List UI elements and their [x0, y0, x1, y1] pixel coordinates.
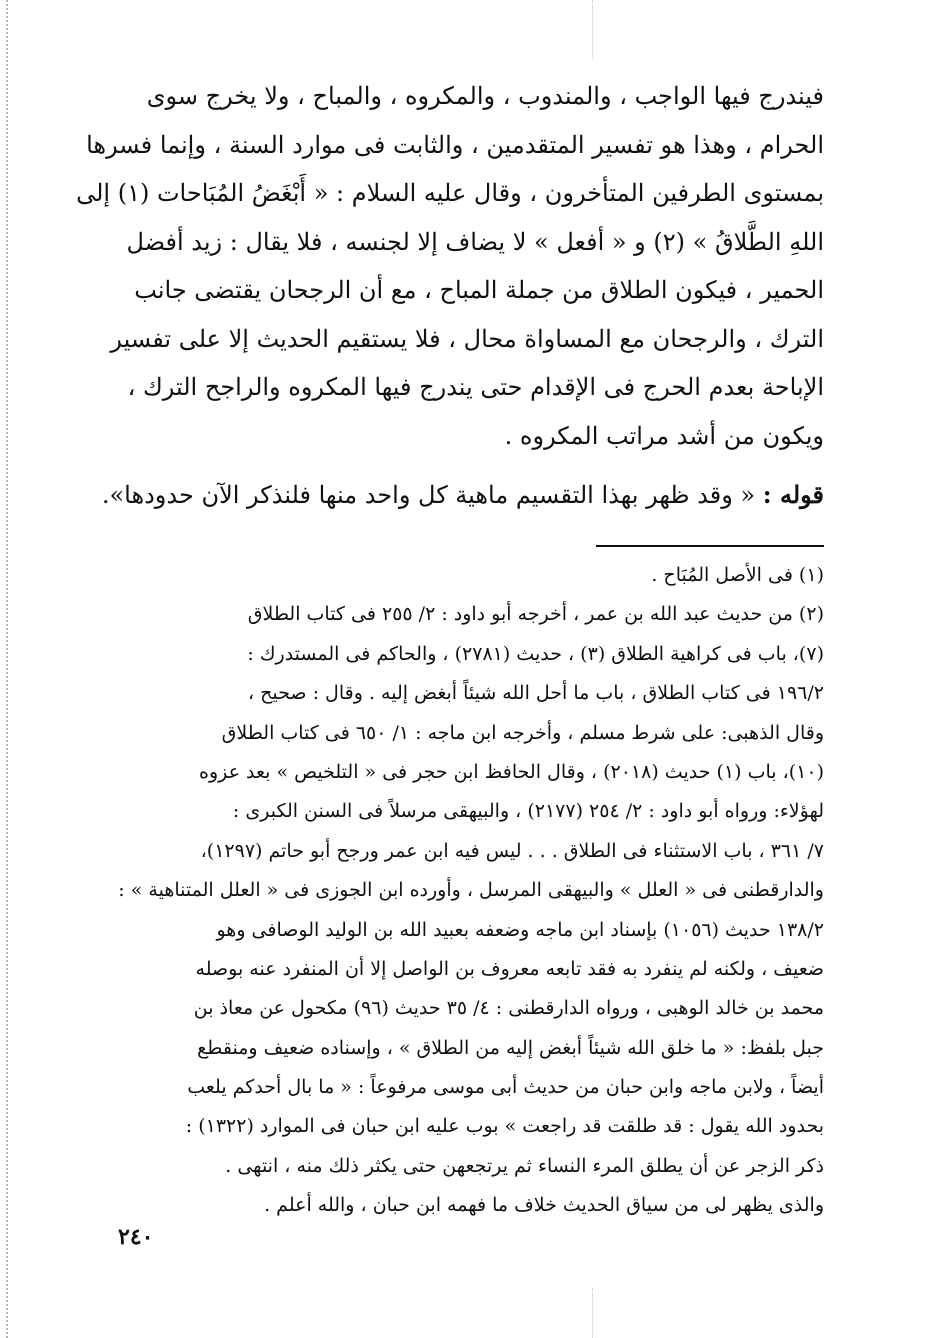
footnote-line: (٧)، باب فى كراهية الطلاق (٣) ، حديث (٢٧٨١) ، والحاكم فى المستدرك : — [247, 642, 824, 665]
footnote-line: ١٣٨/٢ حديث (١٠٥٦) بإسناد ابن ماجه وضعفه بعبيد الله بن الوليد الوصافى وهو — [216, 918, 824, 941]
footnote-line: لهؤلاء: ورواه أبو داود : ٢/ ٢٥٤ (٢١٧٧) ، والبيهقى مرسلاً فى السنن الكبرى : — [232, 800, 824, 823]
scan-edge-top-mid — [592, 0, 593, 60]
body-line: اللهِ الطَّلاقُ » (٢) و « أفعل » لا يضاف إلا لجنسه ، فلا يقال : زيد أفضل — [126, 227, 824, 256]
body-line: الترك ، والرجحان مع المساواة محال ، فلا يستقيم الحديث إلا على تفسير — [110, 324, 824, 353]
footnote-line: محمد بن خالد الوهبى ، ورواه الدارقطنى : ٤/ ٣٥ حديث (٩٦) مكحول عن معاذ بن — [193, 997, 824, 1020]
scan-edge-left — [6, 0, 8, 1338]
body-line: الحرام ، وهذا هو تفسير المتقدمين ، والثابت فى موارد السنة ، وإنما فسرها — [86, 130, 824, 159]
footnote-line: ذكر الزجر عن أن يطلق المرء النساء ثم يرتجعهن حتى يكثر ذلك منه ، انتهى . — [225, 1154, 824, 1177]
footnotes-block — [112, 556, 824, 1226]
page-number: ٢٤٠ — [118, 1224, 154, 1250]
footnote-line: والدارقطنى فى « العلل » والبيهقى المرسل ، وأورده ابن الجوزى فى « العلل المتناهية » : — [118, 879, 824, 902]
body-line: فيندرج فيها الواجب ، والمندوب ، والمكروه ، والمباح ، ولا يخرج سوى — [146, 82, 824, 110]
footnote-line: ١٩٦/٢ فى كتاب الطلاق ، باب ما أحل الله شيئاً أبغض إليه . وقال : صحيح ، — [248, 682, 824, 705]
footnote-line: ٧/ ٣٦١ ، باب الاستثناء فى الطلاق . . . ليس فيه ابن عمر ورجح أبو حاتم (١٢٩٧)، — [200, 839, 824, 862]
body-line: ويكون من أشد مراتب المكروه . — [504, 421, 824, 450]
footnote-line: أيضاً ، ولابن ماجه وابن حبان من حديث أبى موسى مرفوعاً : « ما بال أحدكم يلعب — [187, 1076, 824, 1099]
quote-text: « وقد ظهر بهذا التقسيم ماهية كل واحد منها فلنذكر الآن حدودها». — [101, 481, 756, 509]
footnote-line: (١) فى الأصل المُبَاح . — [651, 564, 824, 586]
footnote-separator — [596, 545, 824, 547]
body-line: بمستوى الطرفين المتأخرون ، وقال عليه السلام : « أَبْغَضُ المُبَاحات (١) إلى — [76, 179, 824, 207]
body-line: الحمير ، فيكون الطلاق من جملة المباح ، مع أن الرجحان يقتضى جانب — [134, 276, 824, 304]
footnote-line: (١٠)، باب (١) حديث (٢٠١٨) ، وقال الحافظ ابن حجر فى « التلخيص » بعد عزوه — [199, 760, 824, 783]
footnote-line: والذى يظهر لى من سياق الحديث خلاف ما فهمه ابن حبان ، والله أعلم . — [264, 1194, 824, 1217]
scan-edge-bottom-mid — [592, 1288, 593, 1338]
footnote-line: (٢) من حديث عبد الله بن عمر ، أخرجه أبو داود : ٢/ ٢٥٥ فى كتاب الطلاق — [247, 603, 824, 626]
body-line: الإباحة بعدم الحرج فى الإقدام حتى يندرج فيها المكروه والراجح الترك ، — [127, 373, 824, 401]
main-body-text — [76, 72, 824, 460]
quote-label: قوله : — [762, 480, 824, 509]
footnote-line: جبل بلفظ: « ما خلق الله شيئاً أبغض إليه من الطلاق » ، وإسناده ضعيف ومنقطع — [197, 1036, 824, 1059]
footnote-line: ضعيف ، ولكنه لم ينفرد به فقد تابعه معروف بن الواصل إلا أن المنفرد عنه بوصله — [195, 957, 824, 980]
footnote-line: وقال الذهبى: على شرط مسلم ، وأخرجه ابن ماجه : ١/ ٦٥٠ فى كتاب الطلاق — [221, 721, 824, 744]
quoted-statement — [101, 470, 824, 520]
footnote-line: بحدود الله يقول : قد طلقت قد راجعت » بوب عليه ابن حبان فى الموارد (١٣٢٢) : — [185, 1115, 824, 1138]
